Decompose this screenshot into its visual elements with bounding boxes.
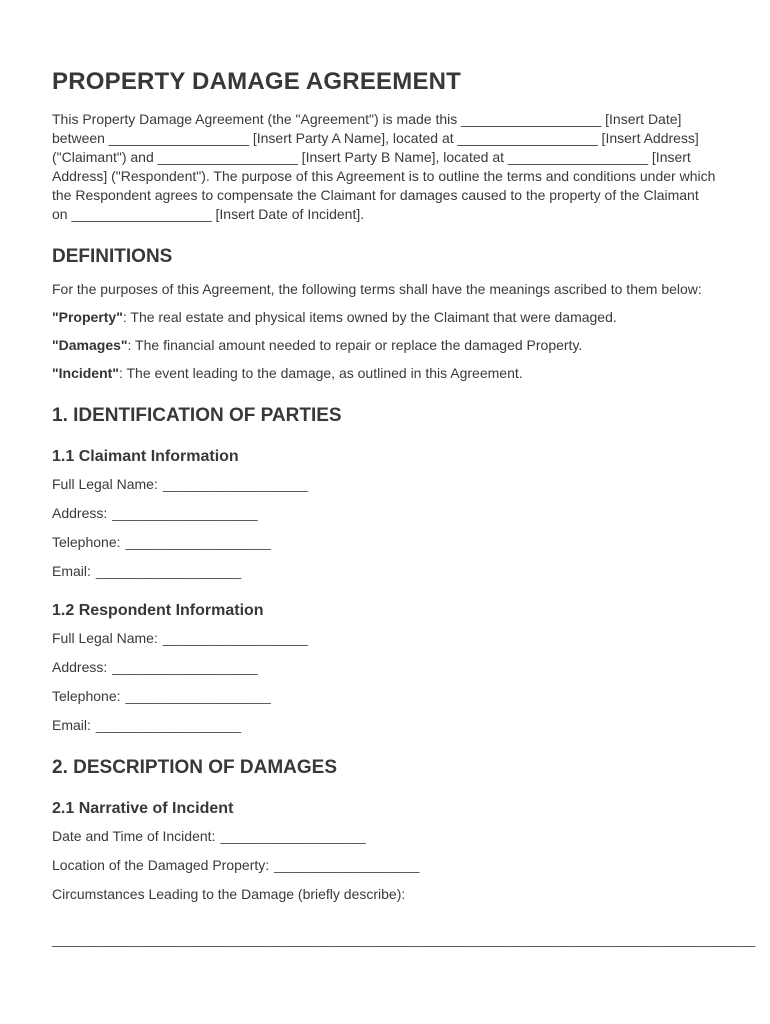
field-label: Location of the Damaged Property: [52,857,270,873]
field-blank: __________________ [274,857,420,873]
claimant-full-legal-name-field [52,475,718,494]
field-label: Email: [52,717,91,733]
field-label: Full Legal Name: [52,476,158,492]
field-blank: __________________ [125,534,272,550]
circumstances-prompt: Circumstances Leading to the Damage (briefly describe): [52,886,406,902]
field-blank: __________________ [162,476,309,492]
respondent-telephone-field [52,687,718,706]
respondent-address-field [52,658,718,677]
claimant-telephone-field [52,533,718,552]
field-blank: __________________ [220,828,366,844]
field-blank: __________________ [112,505,258,521]
field-label: Telephone: [52,688,121,704]
definitions-heading: DEFINITIONS [52,246,173,267]
section-2-heading: 2. DESCRIPTION OF DAMAGES [52,757,338,778]
definition-term-incident: "Incident" [52,365,119,381]
definition-damages [52,336,718,355]
subsection-1-1-heading: 1.1 Claimant Information [52,448,239,465]
claimant-address-field [52,504,718,523]
field-blank: __________________ [112,659,258,675]
field-blank: __________________ [95,717,242,733]
field-blank: __________________ [95,563,242,579]
definition-term-damages: "Damages" [52,337,128,353]
field-label: Date and Time of Incident: [52,828,216,844]
definition-text-damages: : The financial amount needed to repair or replace the damaged Property. [127,337,583,353]
incident-date-time-field [52,827,718,846]
field-blank: __________________ [162,630,309,646]
field-label: Address: [52,505,108,521]
subsection-2-1-heading: 2.1 Narrative of Incident [52,800,234,817]
damaged-property-location-field [52,856,718,875]
claimant-email-field [52,562,718,581]
section-1-heading: 1. IDENTIFICATION OF PARTIES [52,405,342,426]
circumstances-write-line: _______________________________________________________________________________________ [52,931,756,947]
document-title: PROPERTY DAMAGE AGREEMENT [52,68,462,95]
intro-paragraph: This Property Damage Agreement (the "Agreement") is made this __________________ [Insert Date] between __________________ [Insert Party A Name], located at __________________ [Insert Address] ("Claimant") and __________________ [Insert Party B Name], located at __________________ [Insert Address] ("Respondent"). The purpose of this Agreement is to outline the terms and conditions under which the Respondent agrees to compensate the Claimant for damages caused to the property of the Claimant on __________________ [Insert Date of Incident]. [52,111,716,222]
field-label: Address: [52,659,108,675]
definition-text-property: : The real estate and physical items owned by the Claimant that were damaged. [122,309,617,325]
field-label: Full Legal Name: [52,630,158,646]
definitions-lead: For the purposes of this Agreement, the following terms shall have the meanings ascribed to them below: [52,281,702,297]
field-label: Telephone: [52,534,121,550]
definition-incident [52,364,718,383]
definition-text-incident: : The event leading to the damage, as outlined in this Agreement. [118,365,523,381]
definition-property [52,308,718,327]
respondent-full-legal-name-field [52,629,718,648]
subsection-1-2-heading: 1.2 Respondent Information [52,602,264,619]
definition-term-property: "Property" [52,309,123,325]
field-label: Email: [52,563,91,579]
respondent-email-field [52,716,718,735]
field-blank: __________________ [125,688,272,704]
